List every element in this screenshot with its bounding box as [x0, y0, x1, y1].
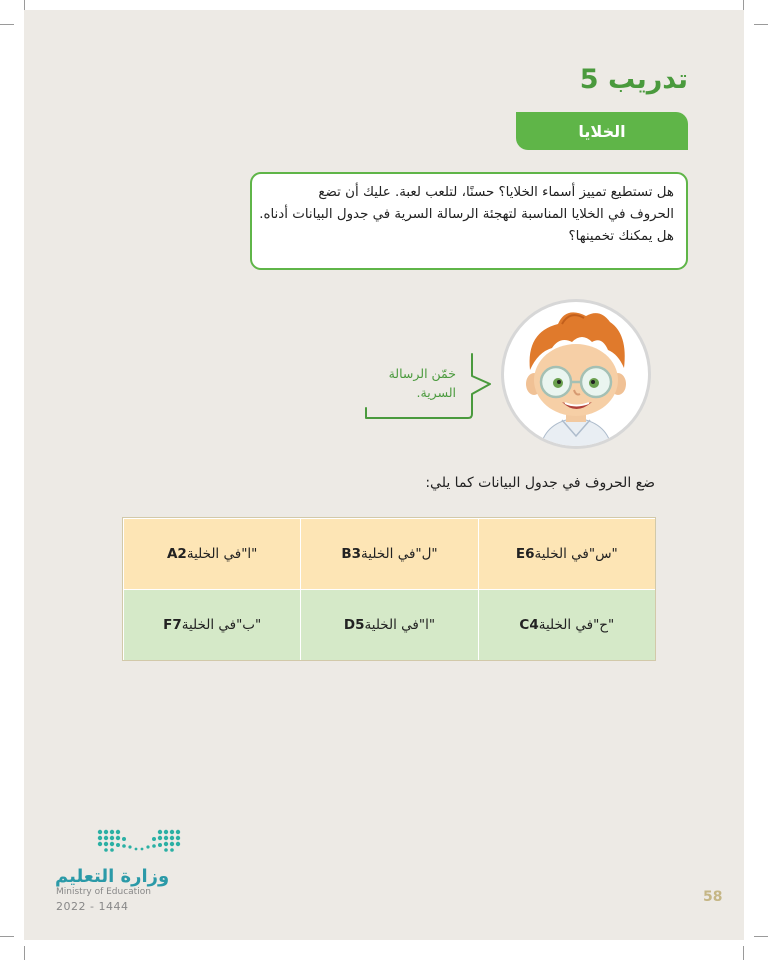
crop-mark [754, 24, 768, 25]
edition-year: 2022 - 1444 [56, 900, 129, 913]
cell-letter: "ح" [593, 617, 615, 633]
cell-letter: "ا" [241, 546, 258, 562]
ministry-name-english: Ministry of Education [56, 887, 151, 897]
cell-ref: C4 [519, 617, 539, 633]
cell-letter: "ل" [415, 546, 438, 562]
ministry-name-arabic: وزارة التعليم [55, 866, 170, 887]
cell-text: في الخلية [361, 546, 416, 562]
page-title: تدريب 5 [579, 64, 688, 95]
cell-text: في الخلية [534, 546, 589, 562]
cell-letter: "س" [588, 546, 618, 562]
section-label: الخلايا [578, 121, 626, 141]
table-cell [478, 518, 655, 589]
cell-text: في الخلية [181, 617, 237, 633]
crop-mark [24, 946, 25, 960]
crop-mark [743, 946, 744, 960]
cell-ref: F7 [163, 617, 182, 633]
cell-ref: E6 [515, 546, 535, 562]
speech-bubble-text [376, 364, 456, 402]
table-cell [123, 589, 300, 660]
cell-letter: "ا" [418, 617, 436, 633]
table-cell [300, 518, 477, 589]
cell-letter: "ب" [236, 617, 262, 633]
cell-text: في الخلية [364, 617, 419, 633]
crop-mark [754, 936, 768, 937]
cell-ref: B3 [341, 546, 362, 562]
ministry-logo-icon [96, 828, 186, 858]
table-cell [123, 518, 300, 589]
table-cell [300, 589, 477, 660]
cell-instructions-table [122, 517, 656, 661]
instruction-line: هل تستطيع تمييز أسماء الخلايا؟ حسنًا، لتلعب لعبة. عليك أن تضع [318, 185, 674, 200]
table-cell [478, 589, 655, 660]
crop-mark [0, 936, 14, 937]
instruction-box [250, 172, 688, 270]
table-intro: ضع الحروف في جدول البيانات كما يلي: [425, 475, 655, 491]
instruction-line: الحروف في الخلايا المناسبة لتهجئة الرسالة السرية في جدول البيانات أدناه. [259, 207, 674, 222]
cell-ref: A2 [166, 546, 187, 562]
cell-text: في الخلية [186, 546, 242, 562]
instruction-line: هل يمكنك تخمينها؟ [568, 229, 674, 244]
crop-mark [0, 24, 14, 25]
speech-line: خمّن الرسالة [388, 366, 456, 381]
cell-ref: D5 [343, 617, 365, 633]
speech-line: السرية. [416, 385, 456, 400]
cell-text: في الخلية [538, 617, 594, 633]
section-banner [516, 112, 688, 150]
boy-avatar [500, 298, 652, 450]
page-number: 58 [703, 889, 723, 905]
